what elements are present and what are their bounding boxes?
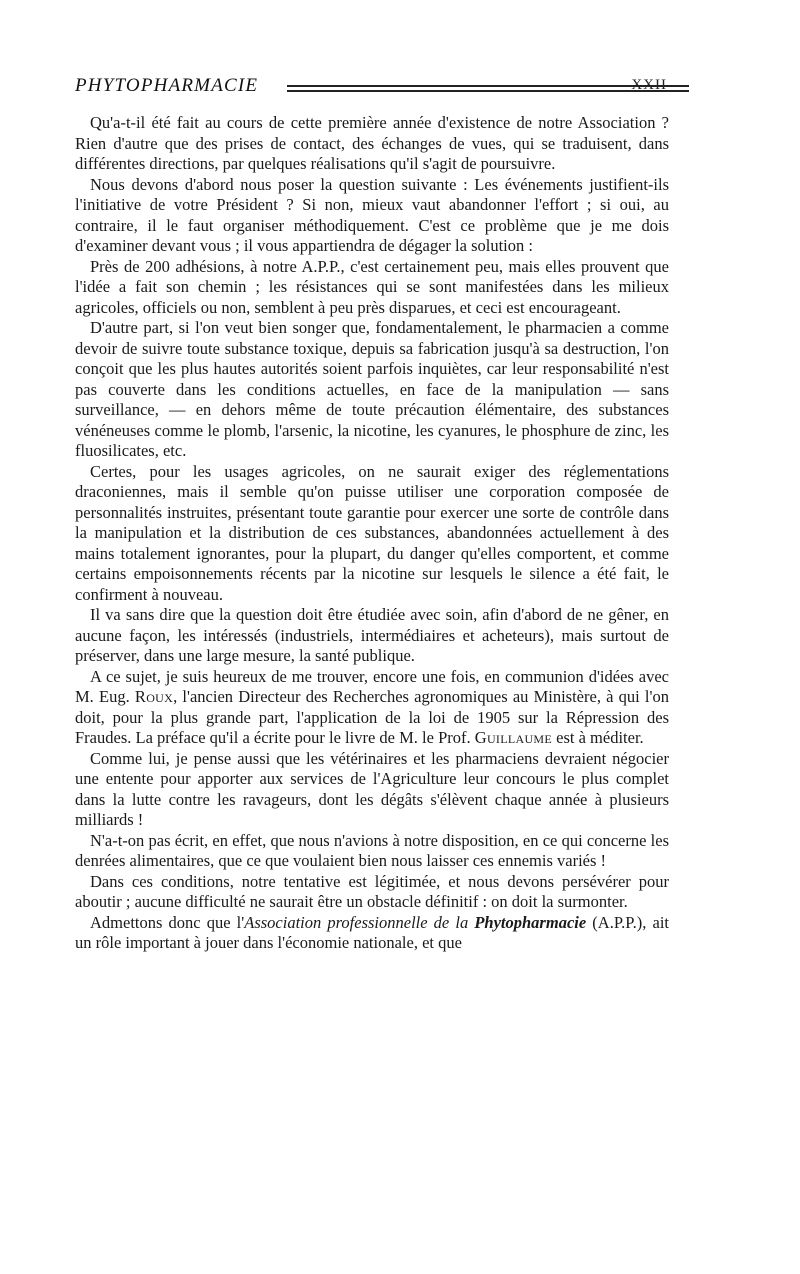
paragraph-8: Comme lui, je pense aussi que les vétérinaires et les pharmaciens devraient négocier une entente pour apporter aux services de l'Agriculture leur concours le plus complet dans la lutte contre les ravageurs, dont les dégâts s'élèvent chaque année à plusieurs milliards ! (75, 748, 669, 829)
paragraph-11-text-start: Admettons donc que l' (90, 912, 245, 932)
paragraph-3: Près de 200 adhésions, à notre A.P.P., c'est certainement peu, mais elles prouvent que l'idée a fait son chemin ; les résistances qui se sont manifestées dans les milieux agricoles, officiels ou non, semblent à peu près disparues, et ceci est encourageant. (75, 256, 669, 317)
paragraph-4: D'autre part, si l'on veut bien songer que, fondamentalement, le pharmacien a comme devoir de suivre toute substance toxique, depuis sa fabrication jusqu'à sa destruction, l'on conçoit que les plus hautes autorités soient parfois inquiètes, car leur responsabilité n'est pas couverte dans les conditions actuelles, en face de la manipulation — sans surveillance, — en dehors même de toute précaution élémentaire, des substances vénéneuses comme le plomb, l'arsenic, la nicotine, les cyanures, le phosphure de zinc, les fluosilicates, etc. (75, 318, 669, 460)
body-text (75, 113, 669, 954)
paragraph-7 (75, 667, 669, 749)
running-title: PHYTOPHARMACIE (75, 75, 259, 96)
author-name-guillaume: Guillaume (474, 728, 553, 747)
author-name-roux: Roux (134, 687, 174, 706)
paragraph-11-text-end: (A.P.P.), ait un rôle important à jouer dans l'économie nationale, et que (75, 912, 670, 952)
paragraph-10: Dans ces conditions, notre tentative est légitimée, et nous devons persévérer pour aboutir ; aucune difficulté ne saurait être un obstacle définitif : on doit la surmonter. (75, 871, 669, 911)
paragraph-2: Nous devons d'abord nous poser la question suivante : Les événements justifient-ils l'initiative de votre Président ? Si non, mieux vaut abandonner l'effort ; si oui, au contraire, il le faut organiser méthodiquement. C'est ce problème que je me dois d'examiner devant vous ; il vous appartiendra de dégager la solution : (75, 174, 669, 255)
page-number: XXII (631, 77, 667, 93)
paragraph-7-text-start: A ce sujet, je suis heureux de me trouver, encore une fois, en communion d'idées avec M. Eug. (75, 666, 669, 706)
paragraph-7-text-end: est à méditer. (552, 728, 644, 747)
running-header (75, 73, 669, 101)
paragraph-9: N'a-t-on pas écrit, en effet, que nous n'avions à notre disposition, en ce qui concerne les denrées alimentaires, que ce que voulaient bien nous laisser ces ennemis variés ! (75, 830, 669, 870)
association-name-italic: Association professionnelle de la (244, 912, 469, 932)
paragraph-5: Certes, pour les usages agricoles, on ne saurait exiger des réglementations draconiennes, mais il semble qu'on puisse utiliser une corporation composée de personnalités instruites, présentant toute garantie pour exercer une sorte de contrôle dans la manipulation et la distribution de ces substances, abandonnées actuellement à des mains totalement ignorantes, pour la plupart, du danger qu'elles comportent, et comme certains empoisonnements récents par la nicotine sur lesquels le silence a été fait, le confirment à nouveau. (75, 461, 669, 604)
paragraph-7-text-middle: , l'ancien Directeur des Recherches agronomiques au Ministère, à qui l'on doit, pour la plus grande part, l'application de la loi de 1905 sur la Répression des Fraudes. La préface qu'il a écrite pour le livre de M. le Prof. (75, 687, 669, 747)
header-double-rule (287, 85, 689, 92)
paragraph-1: Qu'a-t-il été fait au cours de cette première année d'existence de notre Association ? Rien d'autre que des prises de contact, des échanges de vues, qui se traduisent, dans différentes directions, par quelques réalisations qu'il s'agit de poursuivre. (75, 113, 669, 173)
paragraph-11 (75, 913, 669, 954)
paragraph-6: Il va sans dire que la question doit être étudiée avec soin, afin d'abord de ne gêner, en aucune façon, les intéressés (industriels, intermédiaires et acheteurs), mais surtout de préserver, dans une large mesure, la santé publique. (75, 605, 669, 665)
association-name-bold-italic: Phytopharmacie (474, 912, 587, 932)
